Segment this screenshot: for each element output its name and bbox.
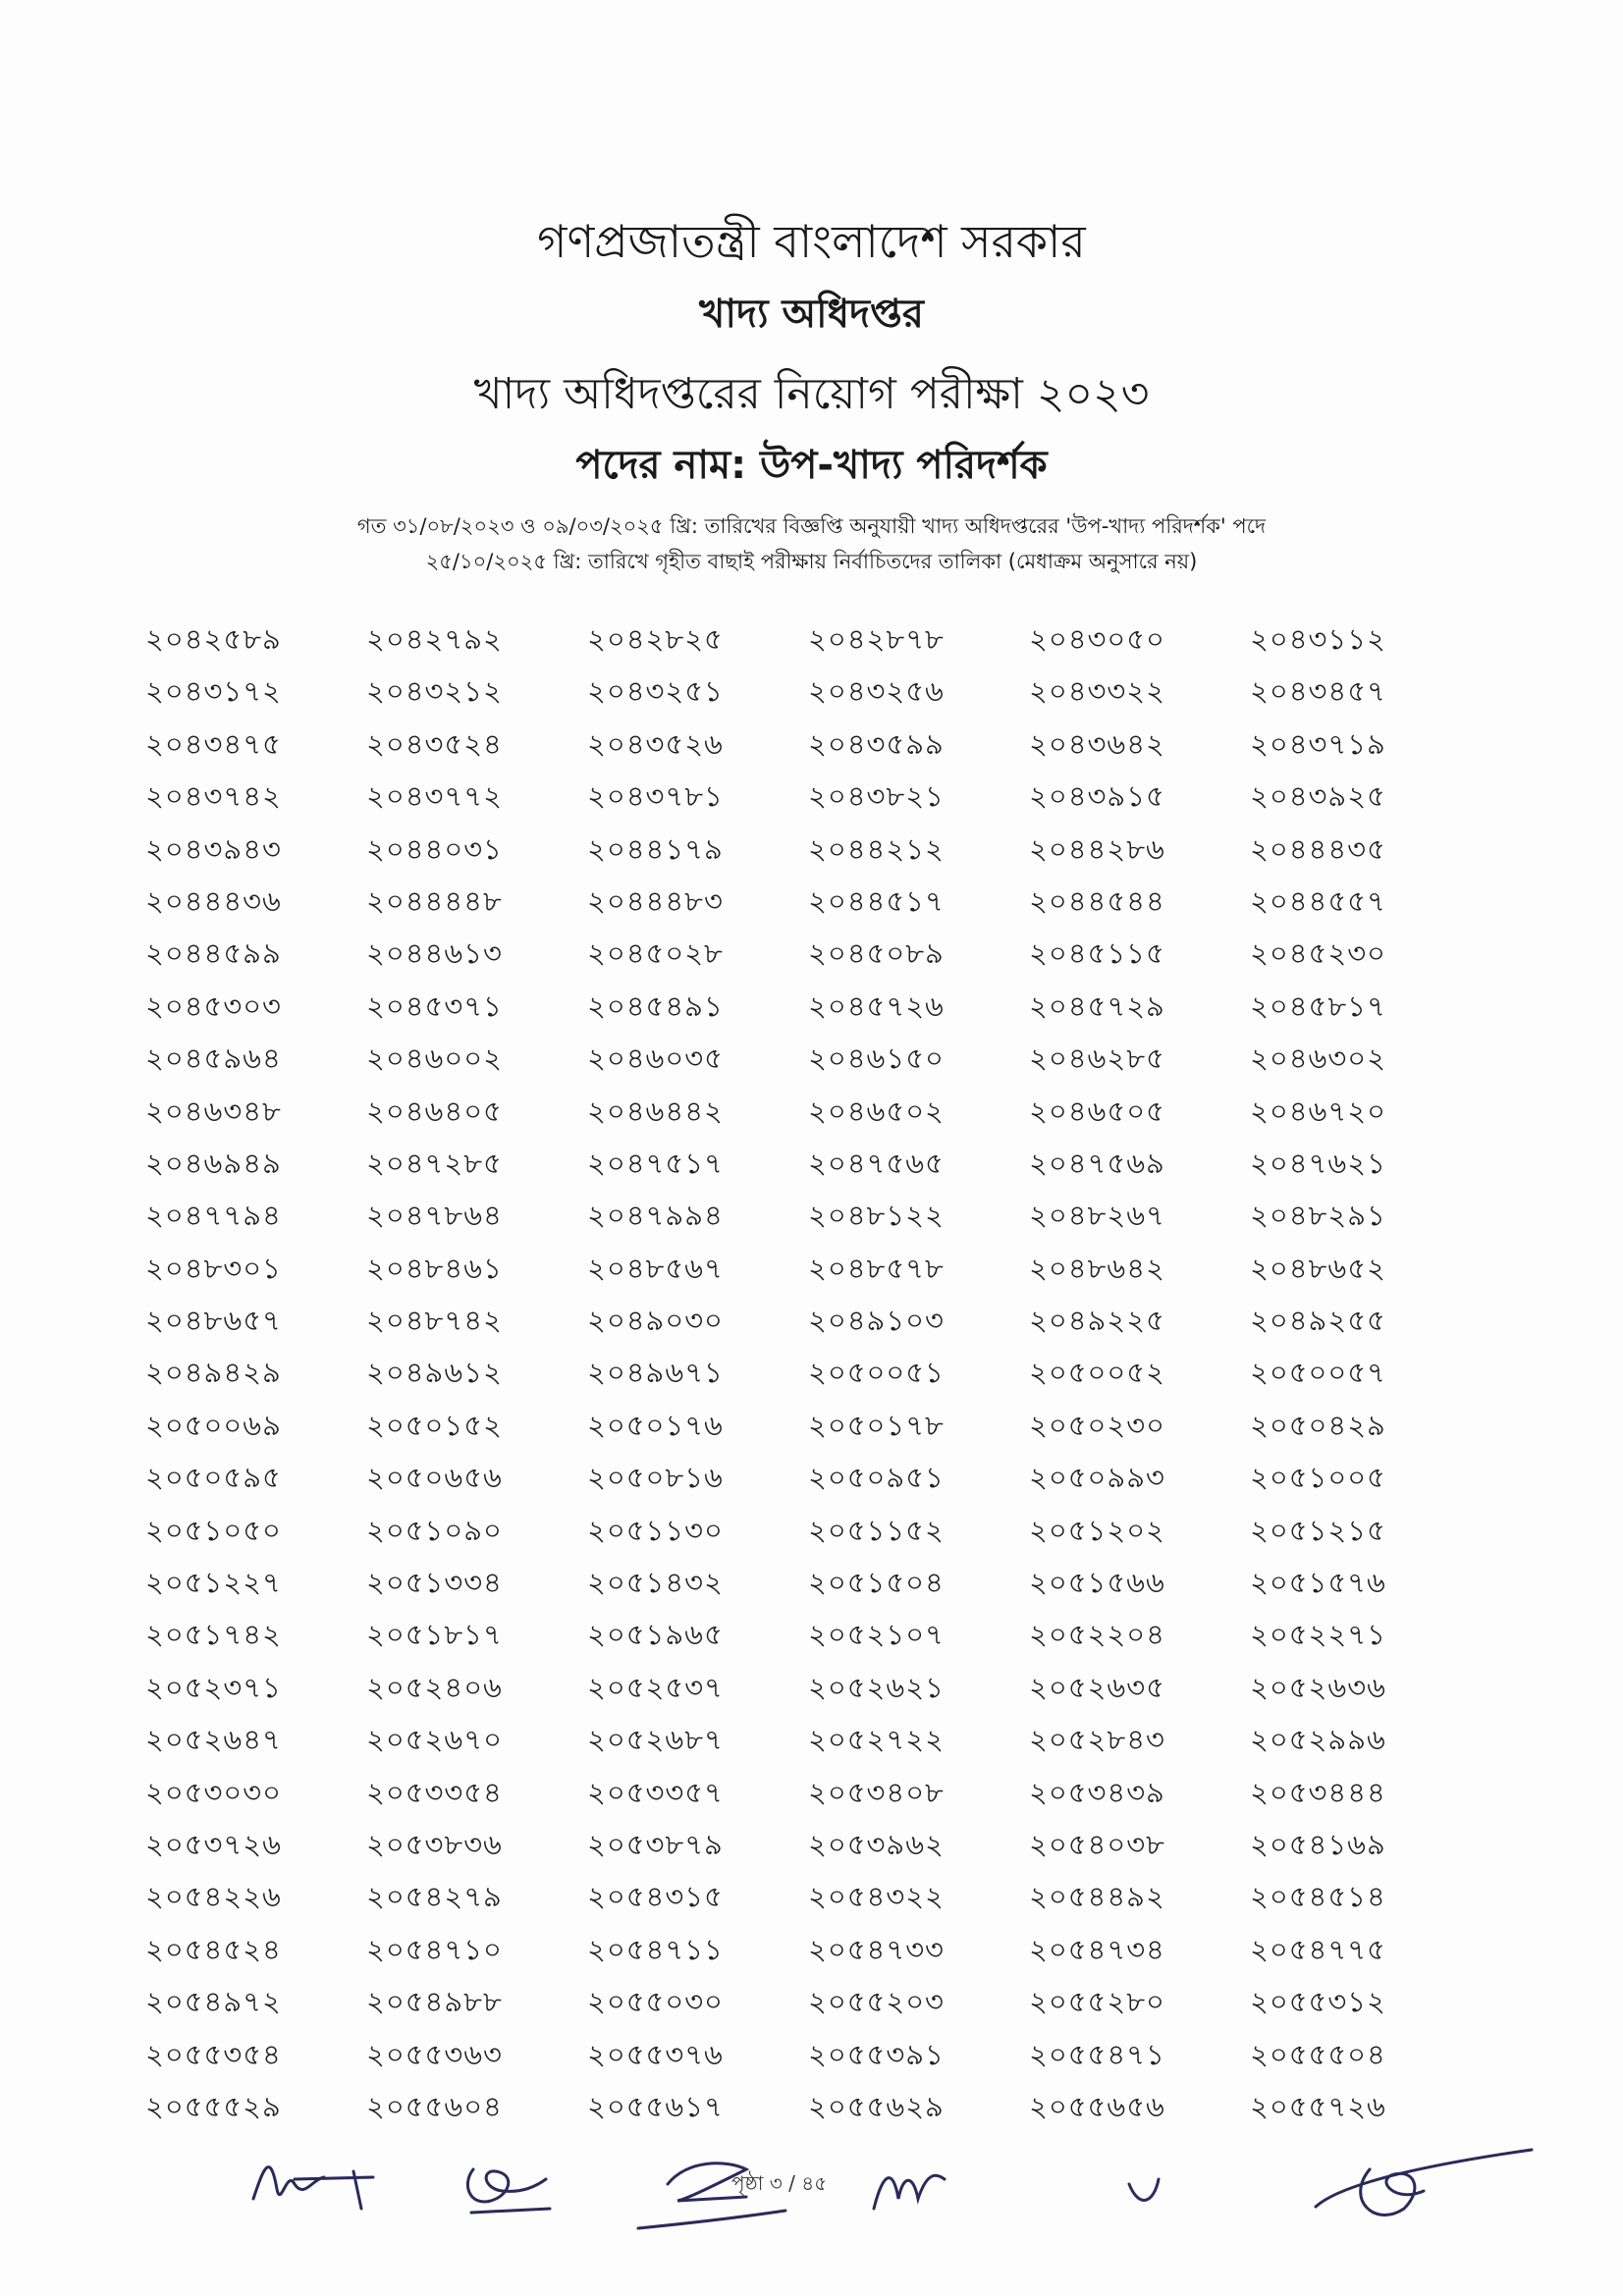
roll-number-cell: ২০৫৩৭২৬ [145,1827,282,1861]
roll-number-cell: ২০৪৪১৭৯ [587,831,724,866]
roll-number-cell: ২০৪২৫৮৯ [145,622,282,656]
roll-number-cell: ২০৪৩১১২ [1250,622,1386,656]
roll-number-cell: ২০৪৬৩০২ [1250,1041,1386,1076]
roll-number-cell: ২০৪৮৬৫৭ [145,1304,282,1338]
roll-number-cell: ২০৫৫২০৩ [808,1985,945,2019]
roll-number-cell: ২০৫৩৮৩৬ [366,1827,503,1861]
roll-number-cell: ২০৪৯১০৩ [808,1304,945,1338]
signature-2 [467,2169,550,2213]
roll-number-cell: ২০৪৩৭৪২ [145,779,282,814]
roll-number-cell: ২০৫৪৯৮৮ [366,1985,503,2019]
roll-number-cell: ২০৪৪৫৪৪ [1029,883,1165,918]
roll-number-cell: ২০৪৬১৫০ [808,1041,945,1076]
roll-number-cell: ২০৫২৩৭১ [145,1670,282,1704]
roll-number-cell: ২০৪৪৫৯৯ [145,936,282,971]
roll-number-cell: ২০৫১২০২ [1029,1513,1165,1547]
roll-number-cell: ২০৪৩১৭২ [145,674,282,709]
roll-number-cell: ২০৫৪২২৬ [145,1880,282,1914]
roll-number-cell: ২০৪৭৬২১ [1250,1146,1386,1180]
roll-number-cell: ২০৫০০৫২ [1029,1356,1165,1390]
roll-number-cell: ২০৪৫৩০৩ [145,988,282,1023]
roll-number-cell: ২০৫৫৩১২ [1250,1985,1386,2019]
roll-number-cell: ২০৪৬৯৪৯ [145,1146,282,1180]
post-title: পদের নাম: উপ-খাদ্য পরিদর্শক [575,443,1048,488]
government-title: গণপ্রজাতন্ত্রী বাংলাদেশ সরকার [537,215,1086,268]
roll-number-cell: ২০৪৩৬৪২ [1029,726,1165,761]
roll-number-cell: ২০৫১১৩০ [587,1513,724,1547]
roll-number-cell: ২০৫২৬৩৫ [1029,1670,1165,1704]
roll-number-cell: ২০৪৫৯৬৪ [145,1041,282,1076]
roll-number-cell: ২০৪৩৫২৪ [366,726,503,761]
roll-number-cell: ২০৫২৪০৬ [366,1670,503,1704]
roll-number-cell: ২০৪৩৮২১ [808,779,945,814]
roll-number-cell: ২০৪৭২৮৫ [366,1146,503,1180]
roll-number-cell: ২০৫২১০৭ [808,1618,945,1652]
roll-number-cell: ২০৪৬৭২০ [1250,1094,1386,1128]
roll-number-cell: ২০৫২২৭১ [1250,1618,1386,1652]
roll-number-cell: ২০৪৪৪৮৩ [587,883,724,918]
roll-number-cell: ২০৫৪১৬৯ [1250,1827,1386,1861]
roll-number-cell: ২০৫৪৭১০ [366,1932,503,1966]
roll-number-cell: ২০৪৩৪৭৫ [145,726,282,761]
roll-number-cell: ২০৪৭৮৬৪ [366,1199,503,1233]
roll-number-cell: ২০৪৮১২২ [808,1199,945,1233]
signature-4 [874,2175,945,2209]
roll-number-cell: ২০৫০১৭৬ [587,1408,724,1442]
roll-number-cell: ২০৫৫৪৭১ [1029,2037,1165,2071]
roll-number-cell: ২০৫৩৯৬২ [808,1827,945,1861]
roll-number-cell: ২০৪৪৫৫৭ [1250,883,1386,918]
roll-number-cell: ২০৫০৬৫৬ [366,1461,503,1495]
notice-line-2: ২৫/১০/২০২৫ খ্রি: তারিখে গৃহীত বাছাই পরীক্ষায় নির্বাচিতদের তালিকা (মেধাক্রম অনুসারে নয়) [425,550,1198,573]
signature-5 [1129,2179,1159,2200]
notice-line-1: গত ৩১/০৮/২০২৩ ও ০৯/০৩/২০২৫ খ্রি: তারিখের বিজ্ঞপ্তি অনুযায়ী খাদ্য অধিদপ্তরের 'উপ-খাদ্য পরিদর্শক' পদে [356,514,1267,538]
roll-number-cell: ২০৪৩০৫০ [1029,622,1165,656]
roll-number-cell: ২০৪৭৯৯৪ [587,1199,724,1233]
roll-number-cell: ২০৪৬৪০৫ [366,1094,503,1128]
roll-number-cell: ২০৫১৫৭৬ [1250,1566,1386,1600]
page-number: পৃষ্ঠা ৩ / ৪৫ [731,2171,828,2195]
roll-number-cell: ২০৪৮৫৬৭ [587,1251,724,1285]
roll-number-cell: ২০৪৮৩০১ [145,1251,282,1285]
roll-number-cell: ২০৫০৮১৬ [587,1461,724,1495]
roll-number-cell: ২০৪৮৫৭৮ [808,1251,945,1285]
roll-number-cell: ২০৫১৮১৭ [366,1618,503,1652]
roll-number-cell: ২০৫২৯৯৬ [1250,1723,1386,1757]
roll-number-cell: ২০৫৩৮৭৯ [587,1827,724,1861]
roll-number-cell: ২০৪২৮৭৮ [808,622,945,656]
roll-number-cell: ২০৪৫০২৮ [587,936,724,971]
roll-number-cell: ২০৪৯২২৫ [1029,1304,1165,1338]
roll-number-cell: ২০৫১৫০৪ [808,1566,945,1600]
roll-number-cell: ২০৫৫৬৫৬ [1029,2089,1165,2123]
roll-number-cell: ২০৫০৯৫১ [808,1461,945,1495]
roll-number-cell: ২০৪৬৫০৫ [1029,1094,1165,1128]
roll-number-cell: ২০৪৩৯২৫ [1250,779,1386,814]
roll-number-cell: ২০৫৫০৩০ [587,1985,724,2019]
roll-number-cell: ২০৫২৬২১ [808,1670,945,1704]
roll-number-cell: ২০৫২৬৪৭ [145,1723,282,1757]
signature-6 [1316,2150,1532,2215]
roll-number-cell: ২০৪৮২৯১ [1250,1199,1386,1233]
roll-number-cell: ২০৪৮৬৪২ [1029,1251,1165,1285]
roll-number-cell: ২০৫৫৩৯১ [808,2037,945,2071]
roll-number-cell: ২০৪৬৪৪২ [587,1094,724,1128]
roll-number-cell: ২০৫৫৩৬৩ [366,2037,503,2071]
roll-number-cell: ২০৫৪৭৩৪ [1029,1932,1165,1966]
roll-number-cell: ২০৪৪২৮৬ [1029,831,1165,866]
exam-title: খাদ্য অধিদপ্তরের নিয়োগ পরীক্ষা ২০২৩ [473,369,1150,419]
roll-number-cell: ২০৪৯৬১২ [366,1356,503,1390]
roll-number-cell: ২০৪৪৪৪৮ [366,883,503,918]
roll-number-cell: ২০৫০০৬৯ [145,1408,282,1442]
roll-number-cell: ২০৫১১৫২ [808,1513,945,1547]
roll-number-cell: ২০৪৭৭৯৪ [145,1199,282,1233]
roll-number-cell: ২০৪৪২১২ [808,831,945,866]
roll-number-cell: ২০৫৪৭১১ [587,1932,724,1966]
roll-number-cell: ২০৪৪৫১৭ [808,883,945,918]
roll-number-cell: ২০৪৯২৫৫ [1250,1304,1386,1338]
roll-number-cell: ২০৪৫৩৭১ [366,988,503,1023]
roll-number-cell: ২০৪২৭৯২ [366,622,503,656]
roll-number-cell: ২০৫৪৯৭২ [145,1985,282,2019]
roll-number-cell: ২০৪৬৩৪৮ [145,1094,282,1128]
roll-number-cell: ২০৫৫৬০৪ [366,2089,503,2123]
roll-number-table [145,614,1471,2133]
roll-number-cell: ২০৪৩৭৭২ [366,779,503,814]
roll-number-cell: ২০৫২২০৪ [1029,1618,1165,1652]
roll-number-cell: ২০৫০০৫১ [808,1356,945,1390]
roll-number-cell: ২০৫১০৯০ [366,1513,503,1547]
roll-number-cell: ২০৪৮৪৬১ [366,1251,503,1285]
roll-number-cell: ২০৪৬০৩৫ [587,1041,724,1076]
roll-number-cell: ২০৫৫৩৫৪ [145,2037,282,2071]
roll-number-cell: ২০৫৪৭৩৩ [808,1932,945,1966]
roll-number-cell: ২০৪৪৪৩৫ [1250,831,1386,866]
department-title: খাদ্য অধিদপ্তর [699,292,924,337]
roll-number-cell: ২০৫০২৩০ [1029,1408,1165,1442]
roll-number-cell: ২০৪৪৬১৩ [366,936,503,971]
roll-number-cell: ২০৪৯০৩০ [587,1304,724,1338]
roll-number-cell: ২০৫০০৫৭ [1250,1356,1386,1390]
roll-number-cell: ২০৪৬০০২ [366,1041,503,1076]
roll-number-cell: ২০৪৩২৫১ [587,674,724,709]
roll-number-cell: ২০৪৩২৫৬ [808,674,945,709]
roll-number-cell: ২০৫৪৩১৫ [587,1880,724,1914]
roll-number-cell: ২০৪৮৭৪২ [366,1304,503,1338]
roll-number-cell: ২০৫১০৫০ [145,1513,282,1547]
roll-number-cell: ২০৫৩০৩০ [145,1775,282,1809]
roll-number-cell: ২০৫০১৫২ [366,1408,503,1442]
roll-number-cell: ২০৫১০০৫ [1250,1461,1386,1495]
roll-number-cell: ২০৫০৫৯৫ [145,1461,282,1495]
roll-number-cell: ২০৪৫১১৫ [1029,936,1165,971]
roll-number-cell: ২০৪৩৫৯৯ [808,726,945,761]
roll-number-cell: ২০৪৫০৮৯ [808,936,945,971]
roll-number-cell: ২০৫২৬৮৭ [587,1723,724,1757]
roll-number-cell: ২০৫০৯৯৩ [1029,1461,1165,1495]
roll-number-cell: ২০৫১৯৬৫ [587,1618,724,1652]
roll-number-cell: ২০৫১৭৪২ [145,1618,282,1652]
roll-number-cell: ২০৪৩৫২৬ [587,726,724,761]
roll-number-cell: ২০৫৪০৩৮ [1029,1827,1165,1861]
roll-number-cell: ২০৫৩৪৩৯ [1029,1775,1165,1809]
roll-number-cell: ২০৪২৮২৫ [587,622,724,656]
roll-number-cell: ২০৫৫৫২৯ [145,2089,282,2123]
roll-number-cell: ২০৪৩৭১৯ [1250,726,1386,761]
roll-number-cell: ২০৪৫৪৯১ [587,988,724,1023]
roll-number-cell: ২০৫৫৫০৪ [1250,2037,1386,2071]
roll-number-cell: ২০৪৭৫৬৫ [808,1146,945,1180]
roll-number-cell: ২০৪৪৪৩৬ [145,883,282,918]
roll-number-cell: ২০৫৫৭২৬ [1250,2089,1386,2123]
roll-number-cell: ২০৪৩৯১৫ [1029,779,1165,814]
roll-number-cell: ২০৫১৪৩২ [587,1566,724,1600]
roll-number-cell: ২০৪৫২৩০ [1250,936,1386,971]
roll-number-cell: ২০৫২৫৩৭ [587,1670,724,1704]
roll-number-cell: ২০৫৩৩৫৭ [587,1775,724,1809]
roll-number-cell: ২০৪৩২১২ [366,674,503,709]
roll-number-cell: ২০৪৮৬৫২ [1250,1251,1386,1285]
roll-number-cell: ২০৪৩৪৫৭ [1250,674,1386,709]
roll-number-cell: ২০৫৫২৮০ [1029,1985,1165,2019]
roll-number-cell: ২০৫১৩৩৪ [366,1566,503,1600]
signature-1 [253,2167,373,2209]
roll-number-cell: ২০৪৫৭২৯ [1029,988,1165,1023]
roll-number-cell: ২০৪৬৫০২ [808,1094,945,1128]
roll-number-cell: ২০৫৫৩৭৬ [587,2037,724,2071]
roll-number-cell: ২০৫৪৪৯২ [1029,1880,1165,1914]
roll-number-cell: ২০৫১২২৭ [145,1566,282,1600]
roll-number-cell: ২০৫৪৩২২ [808,1880,945,1914]
roll-number-cell: ২০৫৪২৭৯ [366,1880,503,1914]
roll-number-cell: ২০৫২৬৭০ [366,1723,503,1757]
roll-number-cell: ২০৫১২১৫ [1250,1513,1386,1547]
roll-number-cell: ২০৫৩৩৫৪ [366,1775,503,1809]
roll-number-cell: ২০৫৩৪৪৪ [1250,1775,1386,1809]
roll-number-cell: ২০৪৯৬৭১ [587,1356,724,1390]
roll-number-cell: ২০৫২৬৩৬ [1250,1670,1386,1704]
roll-number-cell: ২০৫৪৭৭৫ [1250,1932,1386,1966]
roll-number-cell: ২০৪৩৩২২ [1029,674,1165,709]
roll-number-cell: ২০৫৪৫২৪ [145,1932,282,1966]
roll-number-cell: ২০৪৩৯৪৩ [145,831,282,866]
roll-number-cell: ২০৪৮২৬৭ [1029,1199,1165,1233]
roll-number-cell: ২০৪৯৪২৯ [145,1356,282,1390]
roll-number-cell: ২০৪৩৭৮১ [587,779,724,814]
roll-number-cell: ২০৫১৫৬৬ [1029,1566,1165,1600]
roll-number-cell: ২০৪৪০৩১ [366,831,503,866]
roll-number-cell: ২০৫৫৬১৭ [587,2089,724,2123]
roll-number-cell: ২০৫০৪২৯ [1250,1408,1386,1442]
roll-number-cell: ২০৪৫৮১৭ [1250,988,1386,1023]
roll-number-cell: ২০৫০১৭৮ [808,1408,945,1442]
roll-number-cell: ২০৪৭৫১৭ [587,1146,724,1180]
roll-number-cell: ২০৫২৮৪৩ [1029,1723,1165,1757]
roll-number-cell: ২০৫৪৫১৪ [1250,1880,1386,1914]
roll-number-cell: ২০৫৫৬২৯ [808,2089,945,2123]
roll-number-cell: ২০৪৬২৮৫ [1029,1041,1165,1076]
roll-number-cell: ২০৪৭৫৬৯ [1029,1146,1165,1180]
roll-number-cell: ২০৫২৭২২ [808,1723,945,1757]
roll-number-cell: ২০৪৫৭২৬ [808,988,945,1023]
roll-number-cell: ২০৫৩৪০৮ [808,1775,945,1809]
